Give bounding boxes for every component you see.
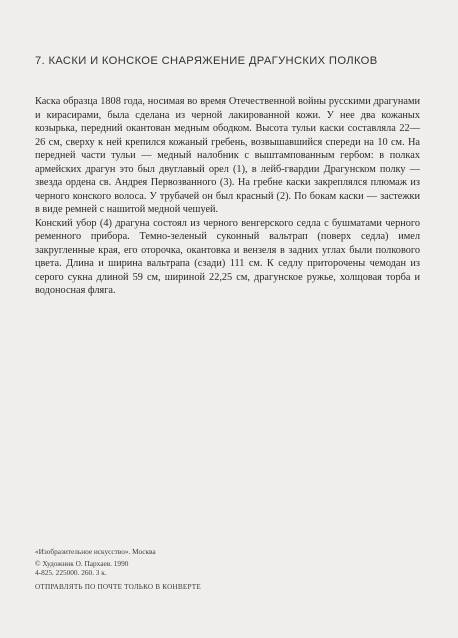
document-body — [35, 95, 420, 298]
copyright-line: © Художник О. Пархаев. 1990 — [35, 558, 129, 568]
print-code-line: 4-825. 225000. 260. 3 к. — [35, 568, 107, 577]
paragraph-horse-tack: Конский убор (4) драгуна состоял из черного венгерского седла с бушматами черного ременного прибора. Темно-зеленый суконный вальтрап (поверх седла) имел закругленные края, его оторочка, окантовка и вензеля в задних углах были полкового цвета. Длина и ширина вальтрапа (сзади) 111 см. К седлу приторочены чемодан из серого сукна длиной 59 см, шириной 22,25 см, драгунское ружье, холщовая торба и водоносная фляга. — [35, 217, 420, 296]
mailing-notice: ОТПРАВЛЯТЬ ПО ПОЧТЕ ТОЛЬКО В КОНВЕРТЕ — [35, 582, 201, 591]
publisher-line: «Изобразительное искусство». Москва — [35, 547, 156, 556]
imprint — [35, 547, 415, 592]
document-title: 7. КАСКИ И КОНСКОЕ СНАРЯЖЕНИЕ ДРАГУНСКИХ ПОЛКОВ — [35, 55, 378, 67]
paragraph-helmet: Каска образца 1808 года, носимая во время Отечественной войны русскими драгунами и кирасирами, была сделана из черной лакированной кожи. У нее два кожаных козырька, передний окантован медным ободком. Высота тульи каски составляла 22—26 см, сверху к ней крепился кожаный гребень, возвышавшийся спереди на 10 см. На передней части тульи — медный налобник с выштампованным гербом: в полках армейских драгун это был двуглавый орел (1), в лейб-гвардии Драгунском полку — звезда ордена св. Андрея Первозванного (3). На гребне каски закреплялся плюмаж из черного конского волоса. У трубачей он был красный (2). По бокам каски — застежки в виде ремней с нашитой медной чешуей. — [35, 96, 420, 215]
